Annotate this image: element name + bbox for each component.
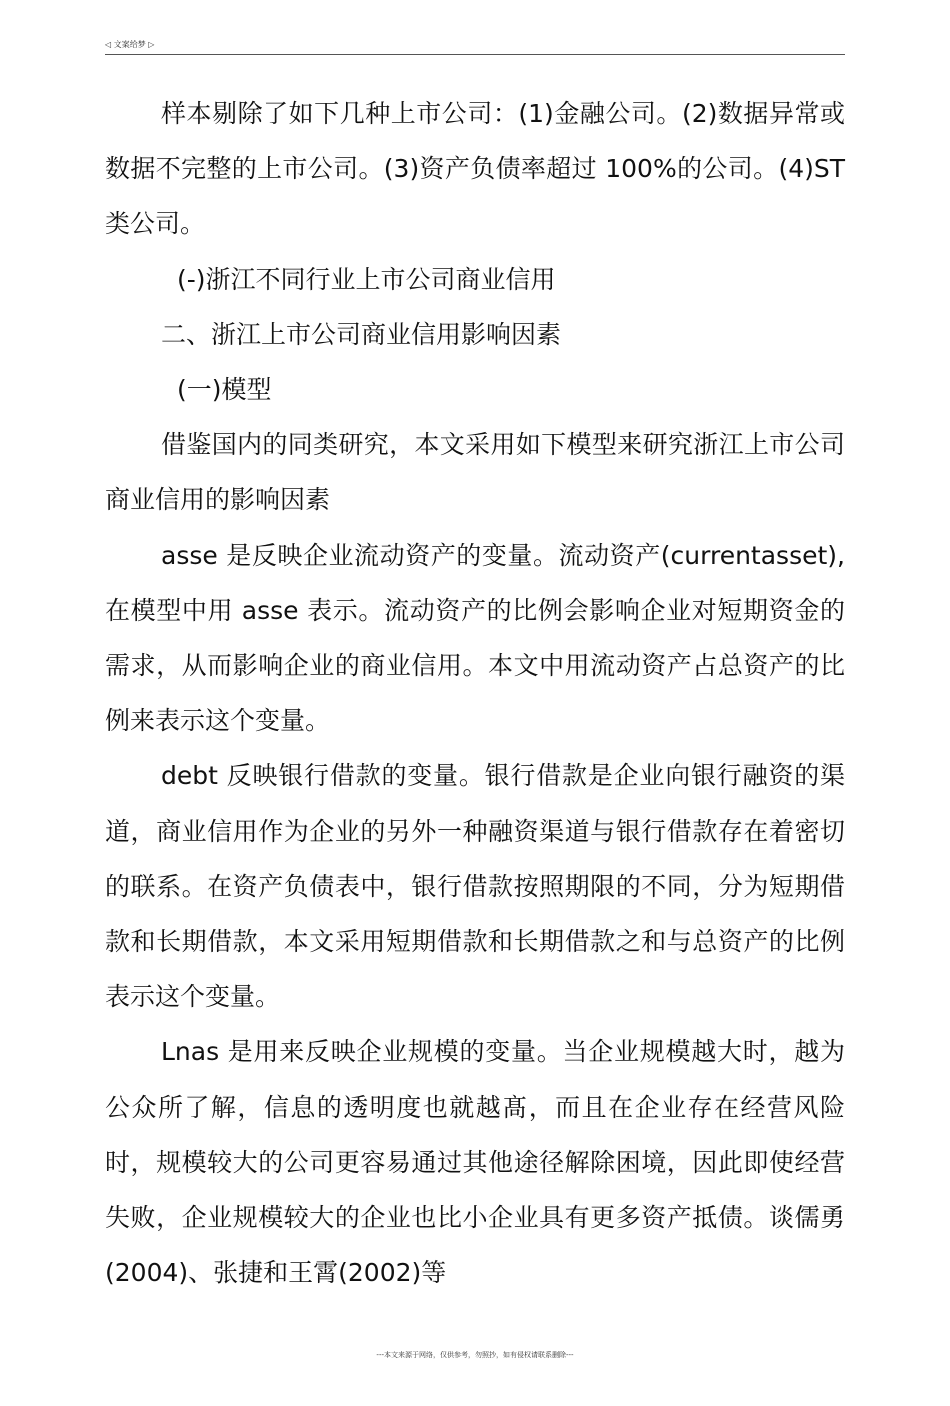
subheading-industry-credit: (-)浙江不同行业上市公司商业信用 <box>177 264 556 294</box>
paragraph-lnas: Lnas 是用来反映企业规模的变量。当企业规模越大时，越为公众所了解，信息的透明度也就越髙，而且在企业存在经营风险时，规模较大的公司更容易通过其他途径解除困境，因此即使经营失败，企业规模较大的企业也比小企业具有更多资产抵债。谈儒勇(2004)、张捷和王霄(2002)等 <box>105 1037 845 1288</box>
section-heading-factors: 二、浙江上市公司商业信用影响因素 <box>161 319 562 349</box>
page-header <box>105 38 845 55</box>
paragraph-model-intro: 借鉴国内的同类研究，本文采用如下模型来研究浙江上市公司商业信用的影响因素 <box>105 430 845 515</box>
paragraph-sample-exclusion: 样本剔除了如下几种上市公司：(1)金融公司。(2)数据异常或数据不完整的上市公司。(3)资产负债率超过 100%的公司。(4)ST 类公司。 <box>105 99 845 239</box>
subheading-model: (一)模型 <box>177 375 272 405</box>
paragraph-asse: asse 是反映企业流动资产的变量。流动资产(currentasset),在模型中用 asse 表示。流动资产的比例会影响企业对短期资金的需求，从而影响企业的商业信用。本文中用流动资产占总资产的比例来表示这个变量。 <box>105 540 845 736</box>
page-footer: ---本文来源于网络，仅供参考，勿照抄，如有侵权请联系删除--- <box>376 1351 574 1359</box>
header-text: ◁ 文案给梦 ▷ <box>105 40 155 49</box>
paragraph-debt: debt 反映银行借款的变量。银行借款是企业向银行融资的渠道，商业信用作为企业的另外一种融资渠道与银行借款存在着密切的联系。在资产负债表中，银行借款按照期限的不同，分为短期借款和长期借款，本文采用短期借款和长期借款之和与总资产的比例表示这个变量。 <box>105 761 845 1012</box>
document-body <box>105 86 845 1300</box>
